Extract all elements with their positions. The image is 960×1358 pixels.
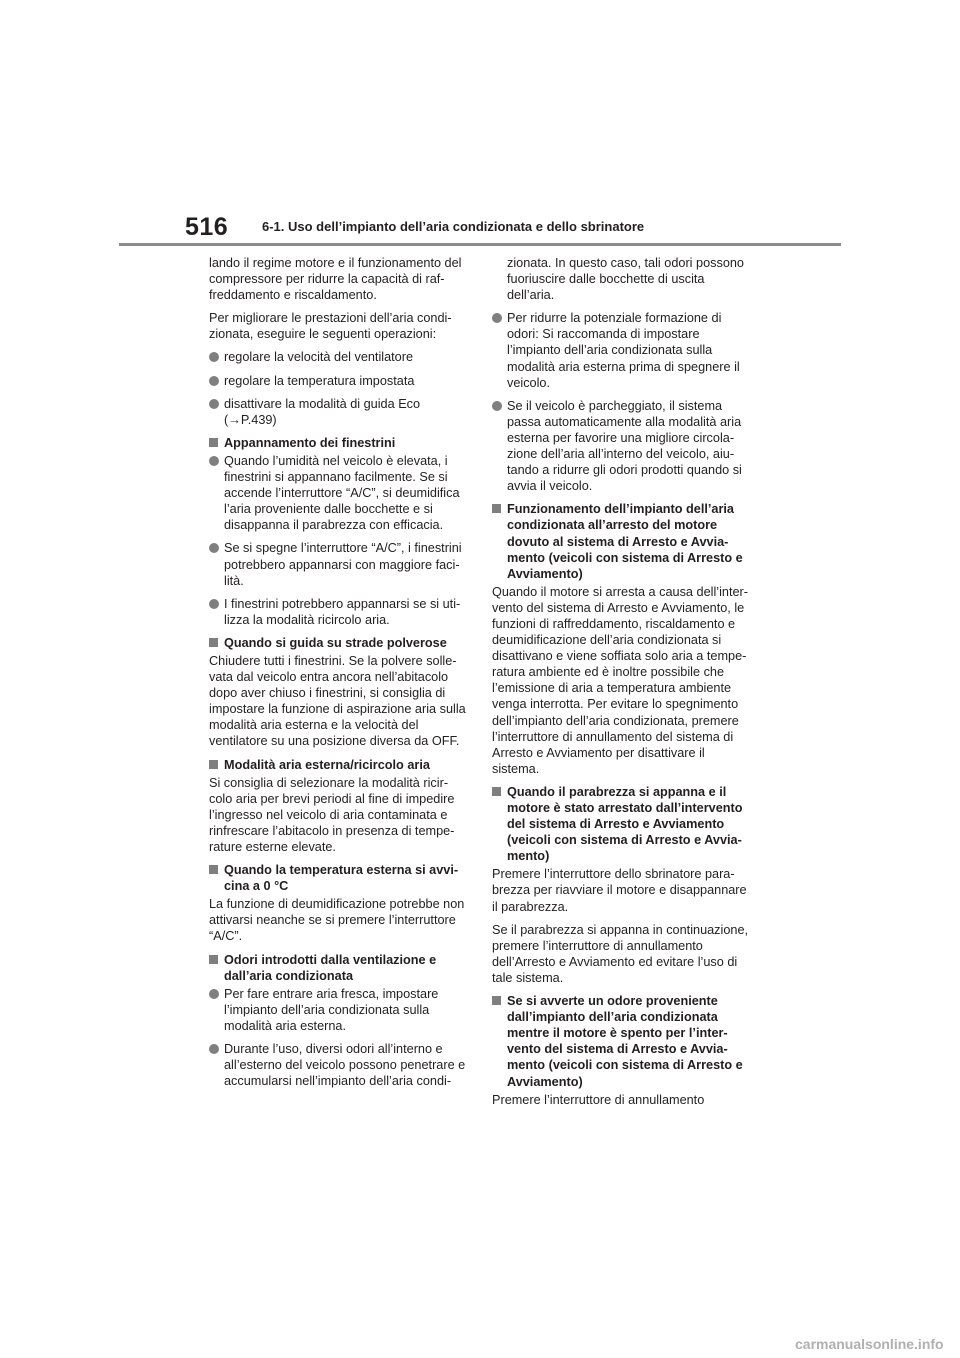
bullet-item [209, 453, 471, 533]
bullet-item [492, 398, 754, 495]
square-marker-icon [492, 787, 501, 796]
page-number: 516 [185, 213, 229, 241]
paragraph-text: lando il regime motore e il funzionamento del compressore per ridurre la capacità di raf-freddamento e riscaldamento. [209, 256, 462, 303]
paragraph-text: Quando il motore si arresta a causa dell’inter-vento del sistema di Arresto e Avviamento, le funzioni di raffreddamento, riscaldamento e deumidificazione dell’aria condizionata si disattivano e viene soffiata solo aria a tempe-ratura ambiente ed è inoltre possibile che l’emissione di aria a temperatura ambiente venga interrotta. Per evitare lo spegnimento dell’impianto dell’aria condizionata, premere l’interruttore di annullamento del sistema di Arresto e Avviamento per disattivare il sistema. [492, 584, 748, 776]
paragraph [209, 310, 471, 342]
paragraph-text: La funzione di deumidificazione potrebbe non attivarsi neanche se si premere l’interruttore “A/C”. [209, 897, 465, 944]
paragraph [492, 866, 754, 914]
heading-text: Appannamento dei finestrini [224, 435, 396, 450]
paragraph-text: Chiudere tutti i finestrini. Se la polvere solle-vata dal veicolo entra ancora nell’abitacolo dopo aver chiuso i finestrini, si consiglia di impostare la funzione di aspirazione aria sulla modalità aria esterna e la velocità del ventilatore su una posizione diversa da OFF. [209, 653, 466, 749]
subsection-heading [492, 993, 754, 1090]
paragraph-text: Premere l’interruttore di annullamento [492, 1092, 705, 1107]
left-column [209, 255, 471, 1096]
right-column [492, 255, 754, 1115]
bullet-dot-icon [492, 401, 502, 411]
subsection-heading [209, 952, 471, 984]
subsection-heading [209, 862, 471, 894]
subsection-heading [492, 784, 754, 864]
paragraph [209, 775, 471, 855]
bullet-dot-icon [209, 352, 219, 362]
bullet-dot-icon [209, 399, 219, 409]
bullet-text: Per ridurre la potenziale formazione di odori: Si raccomanda di impostare l’impianto dell’aria condizionata sulla modalità aria esterna prima di spegnere il veicolo. [507, 311, 740, 390]
bullet-text: Durante l’uso, diversi odori all’interno e all’esterno del veicolo possono penetrare e accumularsi nell’impianto dell’aria condi- [224, 1042, 466, 1089]
paragraph [492, 1092, 754, 1108]
square-marker-icon [209, 955, 218, 964]
bullet-dot-icon [209, 543, 219, 553]
paragraph-text: Per migliorare le prestazioni dell’aria condi-zionata, eseguire le seguenti operazioni: [209, 311, 452, 342]
bullet-text: regolare la temperatura impostata [224, 373, 415, 388]
paragraph-text: Se il parabrezza si appanna in continuazione, premere l’interruttore di annullamento dell’Arresto e Avviamento ed evitare l’uso di tale sistema. [492, 922, 749, 985]
section-title: 6-1. Uso dell’impianto dell’aria condizionata e dello sbrinatore [262, 219, 645, 234]
bullet-dot-icon [209, 989, 219, 999]
paragraph [492, 255, 754, 303]
bullet-dot-icon [209, 376, 219, 386]
bullet-text: Se il veicolo è parcheggiato, il sistema passa automaticamente alla modalità aria esterna per favorire una migliore circola-zione dell’aria all’interno del veicolo, aiu-tando a ridurre gli odori prodotti quando si avvia il veicolo. [507, 398, 742, 494]
heading-text: Odori introdotti dalla ventilazione e dall’aria condizionata [224, 952, 437, 983]
bullet-text: disattivare la modalità di guida Eco (→P.439) [224, 396, 421, 427]
square-marker-icon [209, 438, 218, 447]
heading-text: Quando la temperatura esterna si avvi-cina a 0 °C [224, 863, 459, 894]
subsection-heading [209, 435, 471, 451]
heading-text: Quando si guida su strade polverose [224, 635, 447, 650]
square-marker-icon [492, 996, 501, 1005]
paragraph [492, 922, 754, 986]
paragraph-text: zionata. In questo caso, tali odori possono fuoriuscire dalle bocchette di uscita dell’aria. [507, 256, 744, 303]
bullet-dot-icon [209, 599, 219, 609]
heading-text: Quando il parabrezza si appanna e il motore è stato arrestato dall’intervento del sistema di Arresto e Avviamento (veicoli con sistema di Arresto e Avvia-mento) [507, 784, 743, 864]
paragraph [209, 653, 471, 750]
bullet-item [209, 986, 471, 1034]
bullet-item [492, 310, 754, 390]
paragraph-text: Premere l’interruttore dello sbrinatore para-brezza per riavviare il motore e disappannare il parabrezza. [492, 867, 747, 914]
bullet-item [209, 1041, 471, 1089]
heading-text: Se si avverte un odore proveniente dall’impianto dell’aria condizionata mentre il motore è spento per l’inter-vento del sistema di Arresto e Avvia-mento (veicoli con sistema di Arresto e Avviamento) [507, 994, 743, 1089]
paragraph [209, 896, 471, 944]
bullet-dot-icon [209, 456, 219, 466]
bullet-text: Per fare entrare aria fresca, impostare l’impianto dell’aria condizionata sulla modalità aria esterna. [224, 986, 439, 1033]
header-rule [119, 243, 841, 246]
bullet-item [209, 349, 471, 365]
subsection-heading [492, 501, 754, 581]
bullet-text: Se si spegne l’interruttore “A/C”, i finestrini potrebbero appannarsi con maggiore faci-lità. [224, 541, 462, 588]
heading-text: Modalità aria esterna/ricircolo aria [224, 757, 430, 772]
bullet-text: I finestrini potrebbero appannarsi se si uti-lizza la modalità ricircolo aria. [224, 596, 461, 627]
bullet-item [209, 596, 471, 628]
square-marker-icon [209, 638, 218, 647]
paragraph-text: Si consiglia di selezionare la modalità ricir-colo aria per brevi periodi al fine di impedire l’ingresso nel veicolo di aria contaminata e rinfrescare l’abitacolo in presenza di tempe-rature esterne elevate. [209, 775, 455, 854]
subsection-heading [209, 635, 471, 651]
square-marker-icon [209, 760, 218, 769]
bullet-item [209, 540, 471, 588]
bullet-item [209, 396, 471, 428]
bullet-text: regolare la velocità del ventilatore [224, 350, 414, 365]
bullet-dot-icon [209, 1044, 219, 1054]
square-marker-icon [492, 504, 501, 513]
heading-text: Funzionamento dell’impianto dell’aria condizionata all’arresto del motore dovuto al sistema di Arresto e Avvia-mento (veicoli con sistema di Arresto e Avviamento) [507, 502, 743, 581]
paragraph [492, 584, 754, 777]
subsection-heading [209, 757, 471, 773]
bullet-item [209, 373, 471, 389]
paragraph [209, 255, 471, 303]
square-marker-icon [209, 865, 218, 874]
bullet-dot-icon [492, 313, 502, 323]
watermark: carmanualsonline.info [795, 1336, 944, 1352]
bullet-text: Quando l’umidità nel veicolo è elevata, i finestrini si appannano facilmente. Se si accende l’interruttore “A/C”, si deumidifica l’aria proveniente dalle bocchette e si disappanna il parabrezza con efficacia. [224, 453, 460, 533]
